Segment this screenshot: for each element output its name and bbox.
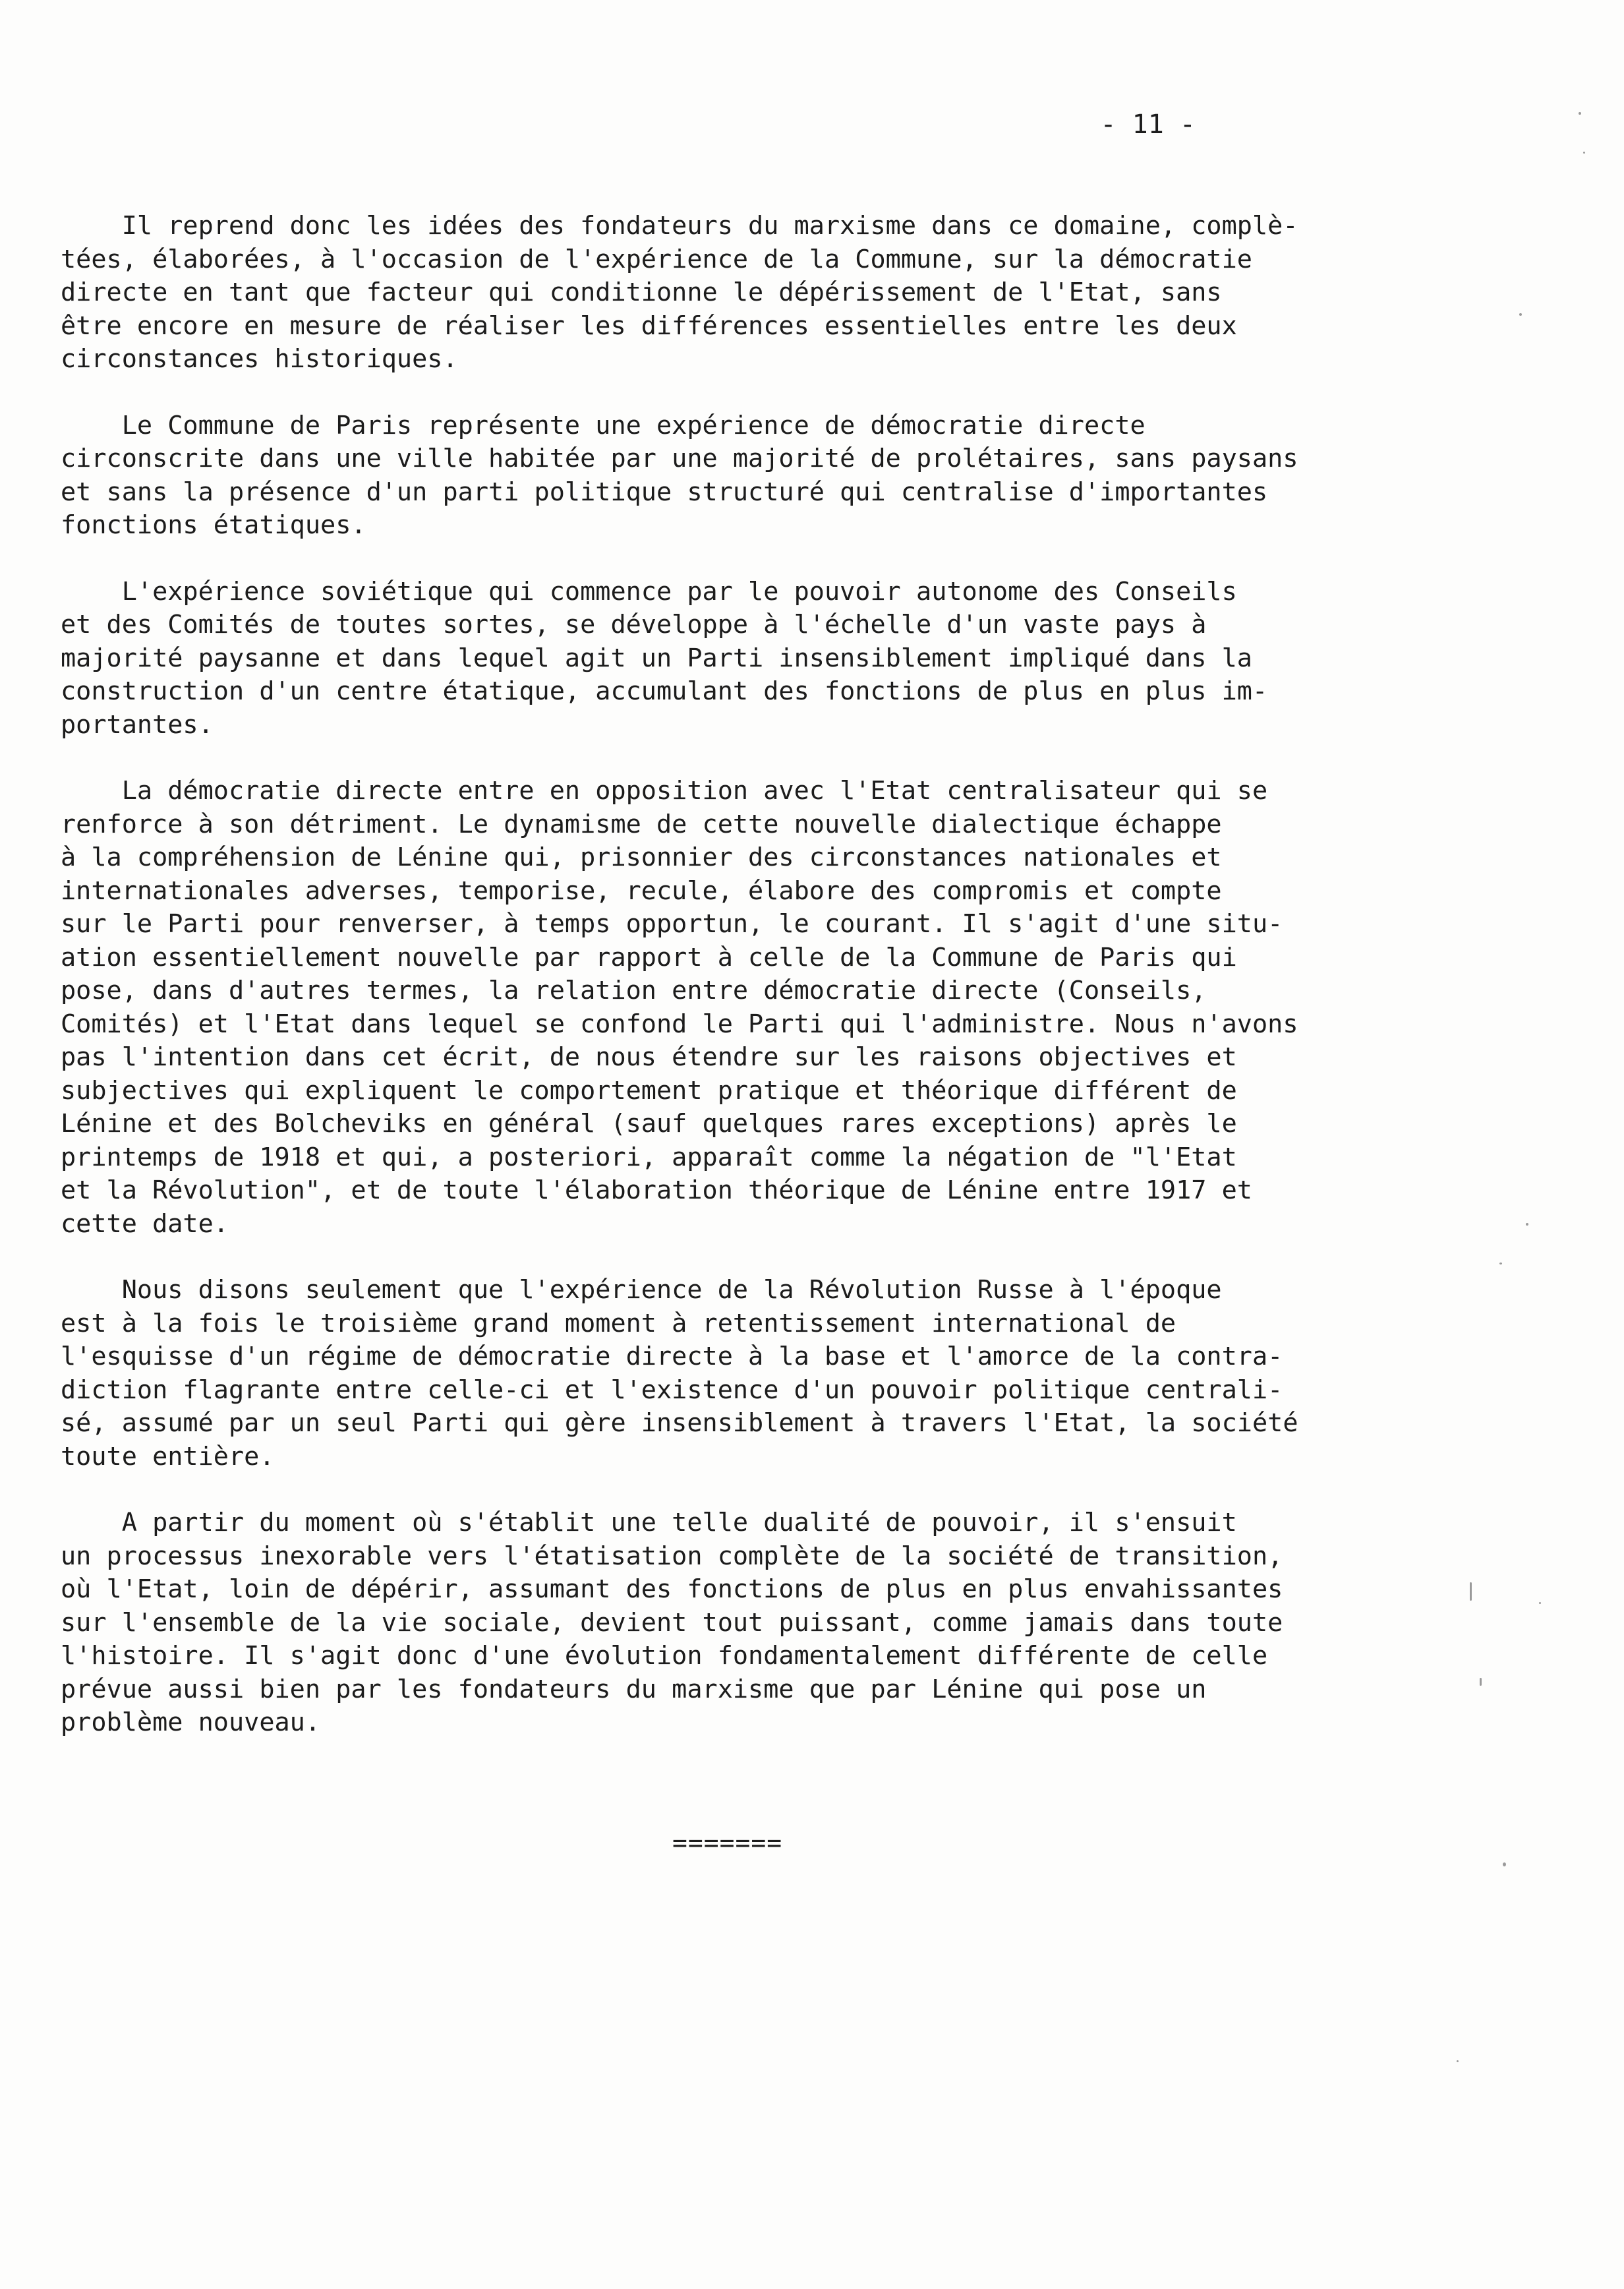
text-line: internationales adverses, temporise, recule, élabore des compromis et compte <box>61 876 1222 906</box>
text-line: circonscrite dans une ville habitée par une majorité de prolétaires, sans paysans <box>61 444 1298 473</box>
text-line: Il reprend donc les idées des fondateurs du marxisme dans ce domaine, complè- <box>61 211 1298 241</box>
text-line: sur le Parti pour renverser, à temps opportun, le courant. Il s'agit d'une situ- <box>61 909 1283 939</box>
text-line: cette date. <box>61 1208 229 1239</box>
text-line: L'expérience soviétique qui commence par le pouvoir autonome des Conseils <box>61 576 1237 607</box>
text-line: être encore en mesure de réaliser les différences essentielles entre les deux <box>61 311 1237 341</box>
text-line: où l'Etat, loin de dépérir, assumant des fonctions de plus en plus envahissantes <box>61 1574 1283 1604</box>
text-line: tées, élaborées, à l'occasion de l'expérience de la Commune, sur la démocratie <box>61 244 1252 274</box>
text-line: printemps de 1918 et qui, a posteriori, apparaît comme la négation de "l'Etat <box>61 1142 1237 1172</box>
scan-speck <box>1579 112 1581 115</box>
scan-speck <box>1470 1582 1472 1601</box>
document-body <box>61 210 1458 1773</box>
text-line: l'esquisse d'un régime de démocratie directe à la base et l'amorce de la contra- <box>61 1342 1283 1371</box>
text-line: portantes. <box>61 709 214 740</box>
text-line: et sans la présence d'un parti politique structuré qui centralise d'importantes <box>61 477 1268 507</box>
end-separator: ======= <box>672 1828 783 1857</box>
paragraph-5 <box>61 1274 1458 1473</box>
text-line: prévue aussi bien par les fondateurs du marxisme que par Lénine qui pose un <box>61 1674 1207 1704</box>
text-line: Nous disons seulement que l'expérience de la Révolution Russe à l'époque <box>61 1275 1222 1305</box>
text-line: et des Comités de toutes sortes, se développe à l'échelle d'un vaste pays à <box>61 610 1207 639</box>
text-line: pose, dans d'autres termes, la relation entre démocratie directe (Conseils, <box>61 976 1207 1005</box>
text-line: fonctions étatiques. <box>61 510 366 540</box>
scan-speck <box>1526 1223 1528 1226</box>
text-line: pas l'intention dans cet écrit, de nous étendre sur les raisons objectives et <box>61 1042 1237 1072</box>
paragraph-4 <box>61 775 1458 1241</box>
text-line: ation essentiellement nouvelle par rapport à celle de la Commune de Paris qui <box>61 942 1237 972</box>
text-line: circonstances historiques. <box>61 344 458 374</box>
scan-speck <box>1583 152 1585 154</box>
text-line: et la Révolution", et de toute l'élaboration théorique de Lénine entre 1917 et <box>61 1175 1252 1205</box>
text-line: sé, assumé par un seul Parti qui gère insensiblement à travers l'Etat, la société <box>61 1408 1298 1438</box>
text-line: toute entière. <box>61 1441 275 1472</box>
text-line: est à la fois le troisième grand moment à retentissement international de <box>61 1308 1176 1338</box>
text-line: diction flagrante entre celle-ci et l'existence d'un pouvoir politique centrali- <box>61 1375 1283 1405</box>
text-line: l'histoire. Il s'agit donc d'une évolution fondamentalement différente de celle <box>61 1641 1268 1671</box>
text-line: problème nouveau. <box>61 1708 321 1737</box>
scan-speck <box>1480 1678 1482 1686</box>
scan-speck <box>1499 1263 1502 1264</box>
paragraph-6 <box>61 1506 1458 1740</box>
text-line: La démocratie directe entre en opposition avec l'Etat centralisateur qui se <box>61 776 1268 806</box>
text-line: subjectives qui expliquent le comportement pratique et théorique différent de <box>61 1075 1237 1106</box>
scan-speck <box>1539 1602 1541 1604</box>
scan-speck <box>1503 1862 1506 1866</box>
text-line: Lénine et des Bolcheviks en général (sauf quelques rares exceptions) après le <box>61 1109 1237 1139</box>
text-line: construction d'un centre étatique, accumulant des fonctions de plus en plus im- <box>61 676 1268 706</box>
paragraph-2 <box>61 409 1458 543</box>
text-line: à la compréhension de Lénine qui, prisonnier des circonstances nationales et <box>61 843 1222 872</box>
paragraph-3 <box>61 576 1458 742</box>
scan-speck <box>1519 313 1522 316</box>
text-line: directe en tant que facteur qui conditionne le dépérissement de l'Etat, sans <box>61 278 1222 307</box>
text-line: sur l'ensemble de la vie sociale, devient tout puissant, comme jamais dans toute <box>61 1607 1283 1638</box>
page-number: - 11 - <box>1100 109 1196 140</box>
text-line: renforce à son détriment. Le dynamisme de cette nouvelle dialectique échappe <box>61 809 1222 839</box>
paragraph-1 <box>61 210 1458 376</box>
text-line: un processus inexorable vers l'étatisation complète de la société de transition, <box>61 1541 1283 1571</box>
text-line: A partir du moment où s'établit une telle dualité de pouvoir, il s'ensuit <box>61 1508 1237 1537</box>
text-line: Le Commune de Paris représente une expérience de démocratie directe <box>61 410 1146 440</box>
text-line: Comités) et l'Etat dans lequel se confond le Parti qui l'administre. Nous n'avons <box>61 1009 1298 1039</box>
text-line: majorité paysanne et dans lequel agit un Parti insensiblement impliqué dans la <box>61 643 1252 673</box>
scan-speck <box>1457 2060 1459 2062</box>
